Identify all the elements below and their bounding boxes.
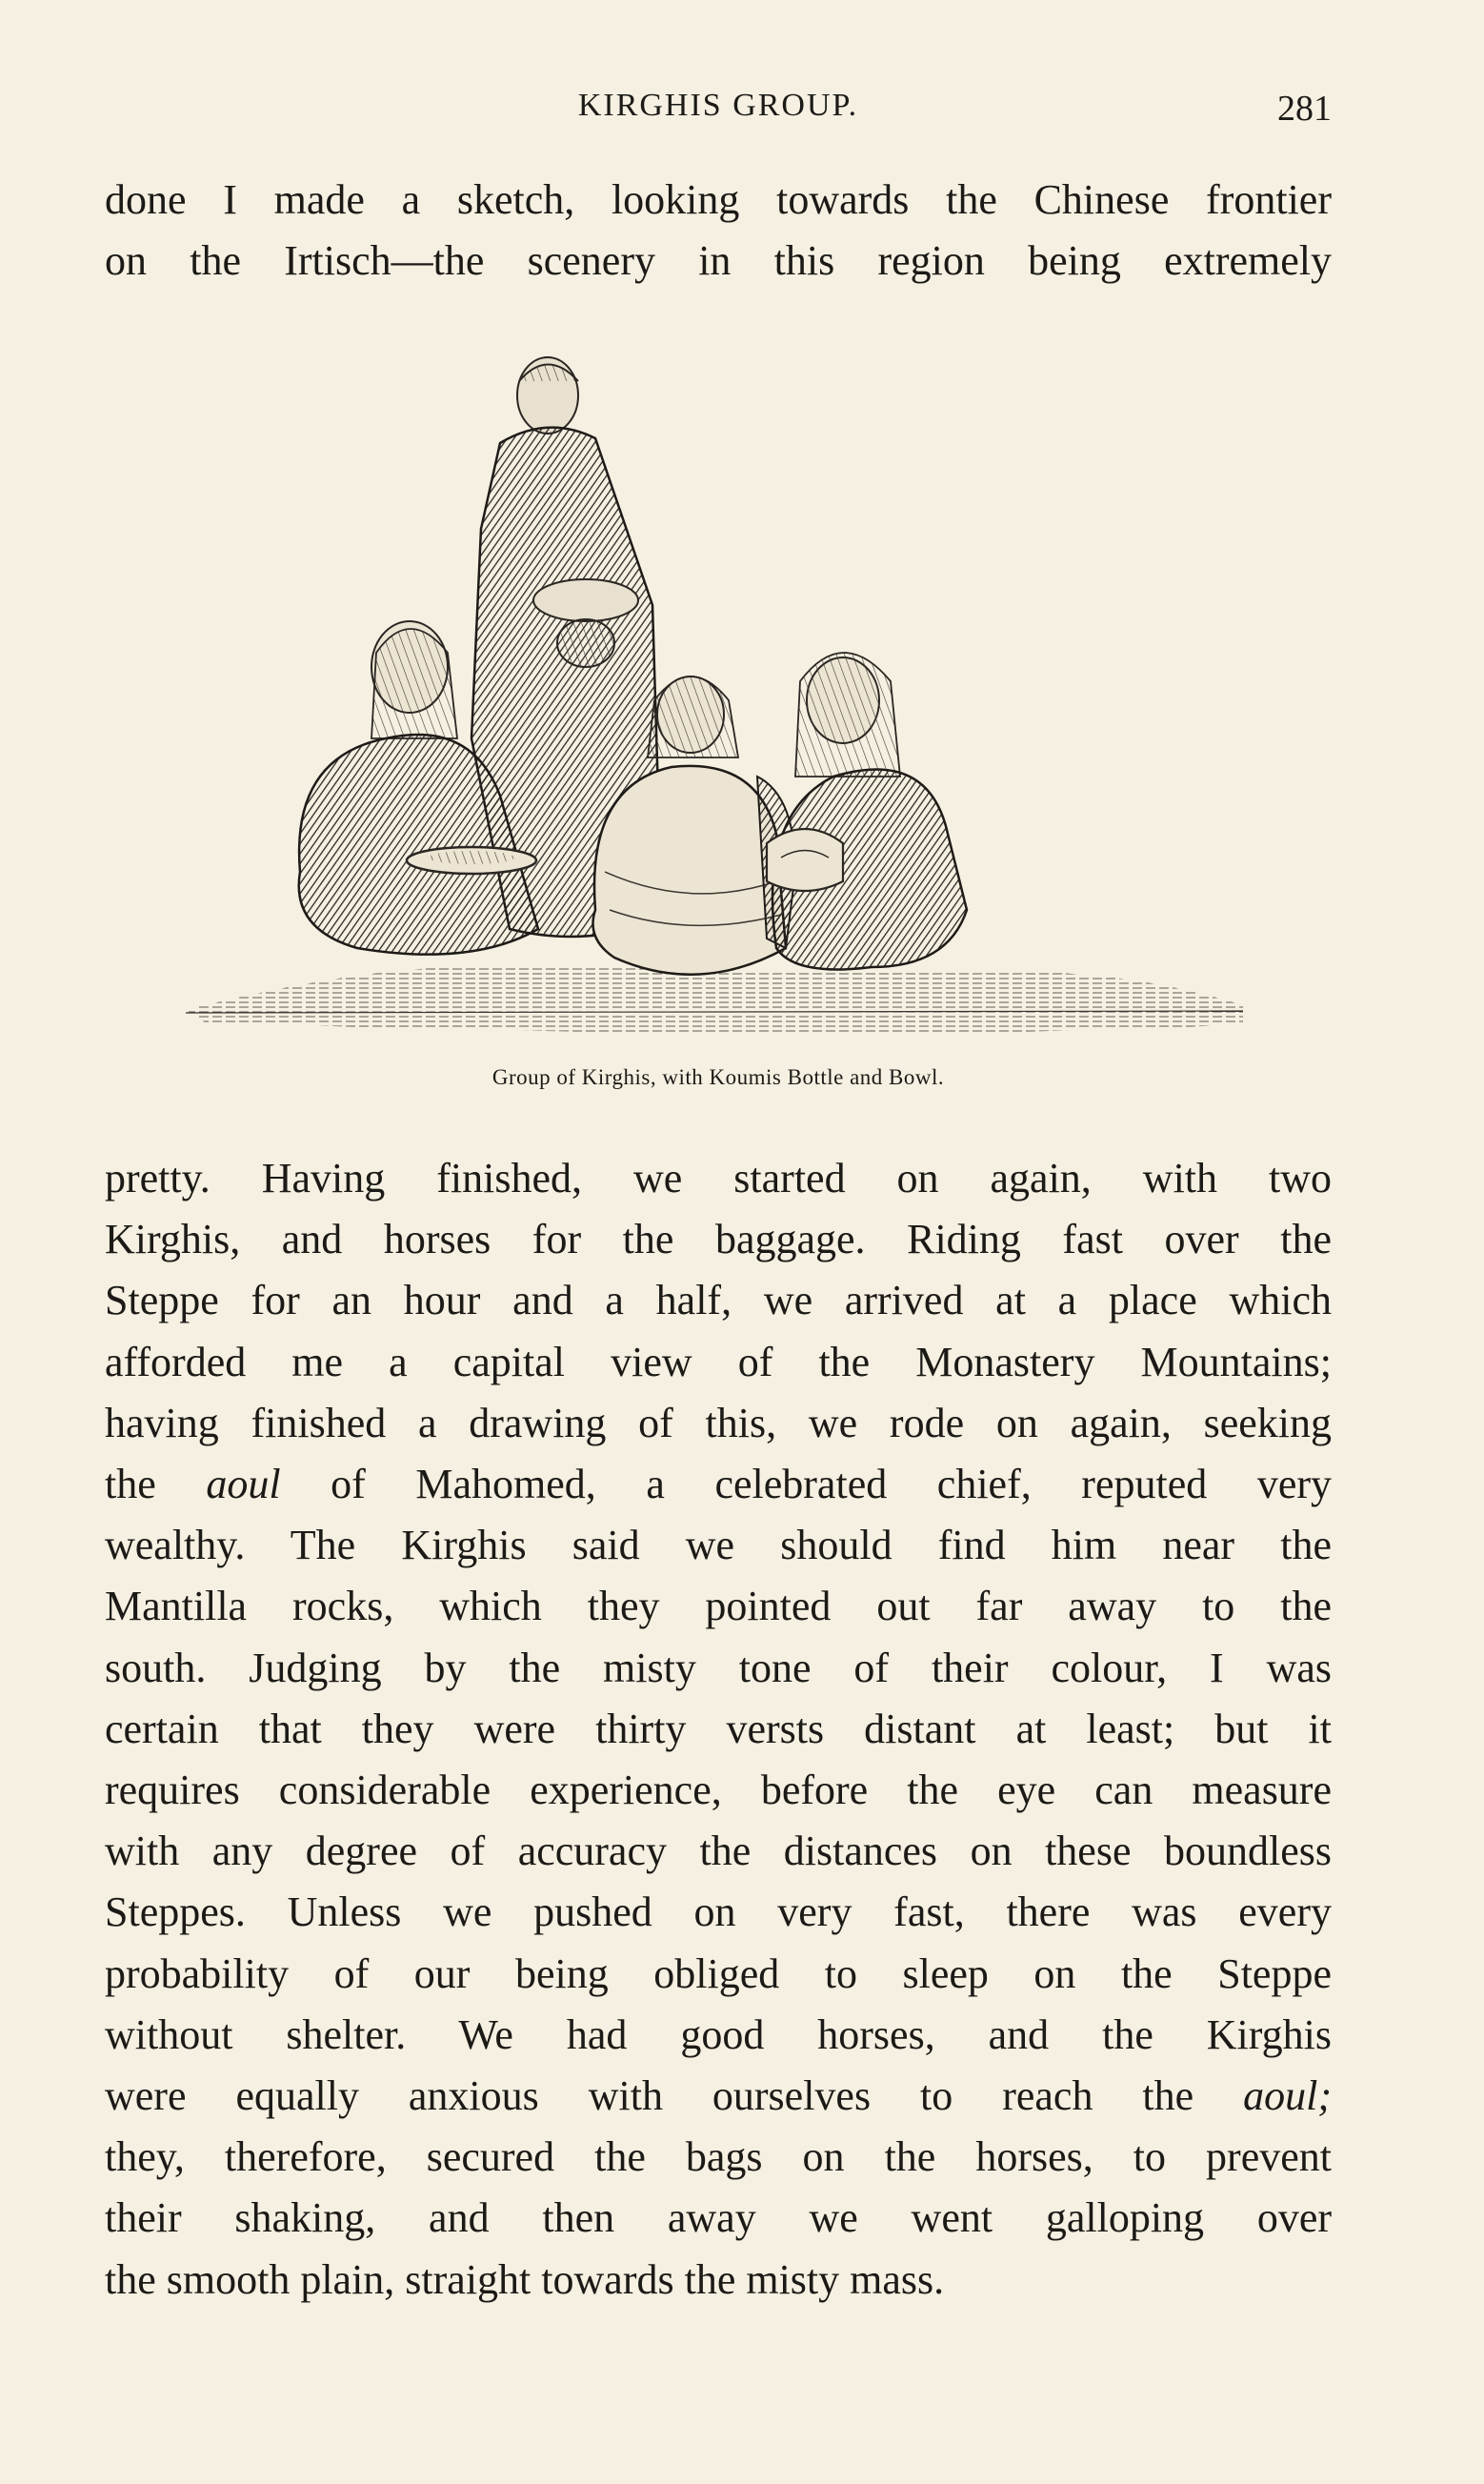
text-line: Steppe for an hour and a half, we arrived at a place which <box>105 1277 1332 1324</box>
text-line: their shaking, and then away we went galloping over <box>105 2194 1332 2242</box>
text-line: they, therefore, secured the bags on the horses, to prevent <box>105 2133 1332 2181</box>
seated-figure-right <box>767 653 967 970</box>
ground-shading <box>186 967 1243 1034</box>
italic-term: aoul; <box>1243 2072 1332 2120</box>
text-line: pretty. Having finished, we started on again, with two <box>105 1155 1332 1202</box>
text-line <box>105 2066 1332 2127</box>
text-span: of Mahomed, a celebrated chief, reputed very <box>280 1461 1332 1508</box>
text-line: the smooth plain, straight towards the misty mass. <box>105 2255 945 2303</box>
text-line: Steppes. Unless we pushed on very fast, there was every <box>105 1888 1332 1936</box>
text-span: were equally anxious with ourselves to reach the <box>105 2072 1244 2120</box>
text-line <box>105 1454 1332 1515</box>
kirghis-group-engraving <box>186 338 1243 1062</box>
page-header <box>105 88 1332 135</box>
figure-caption: Group of Kirghis, with Koumis Bottle and Bowl. <box>491 1065 945 1089</box>
text-line: certain that they were thirty versts distant at least; but it <box>105 1705 1332 1752</box>
text-line: done I made a sketch, looking towards the Chinese frontier <box>105 176 1332 223</box>
text-line: Mantilla rocks, which they pointed out far away to the <box>105 1583 1332 1630</box>
body-text-top <box>105 170 1332 292</box>
text-line: south. Judging by the misty tone of their colour, I was <box>105 1644 1332 1691</box>
engraving-illustration <box>186 338 1243 1062</box>
running-head: KIRGHIS GROUP. <box>577 88 859 123</box>
body-text-bottom <box>105 1148 1332 2311</box>
text-span: the <box>105 1461 207 1508</box>
text-line: afforded me a capital view of the Monastery Mountains; <box>105 1338 1332 1385</box>
text-line: wealthy. The Kirghis said we should find him near the <box>105 1522 1332 1569</box>
text-line: with any degree of accuracy the distances on these boundless <box>105 1828 1332 1875</box>
text-line: requires considerable experience, before the eye can measure <box>105 1767 1332 1814</box>
text-line: probability of our being obliged to sleep on the Steppe <box>105 1949 1332 1997</box>
text-line: without shelter. We had good horses, and the Kirghis <box>105 2010 1332 2058</box>
text-line: having finished a drawing of this, we rode on again, seeking <box>105 1399 1332 1446</box>
page-number: 281 <box>1277 89 1332 129</box>
text-line: Kirghis, and horses for the baggage. Riding fast over the <box>105 1216 1332 1263</box>
text-line: on the Irtisch—the scenery in this region being extremely <box>105 237 1332 285</box>
italic-term: aoul <box>206 1461 281 1508</box>
